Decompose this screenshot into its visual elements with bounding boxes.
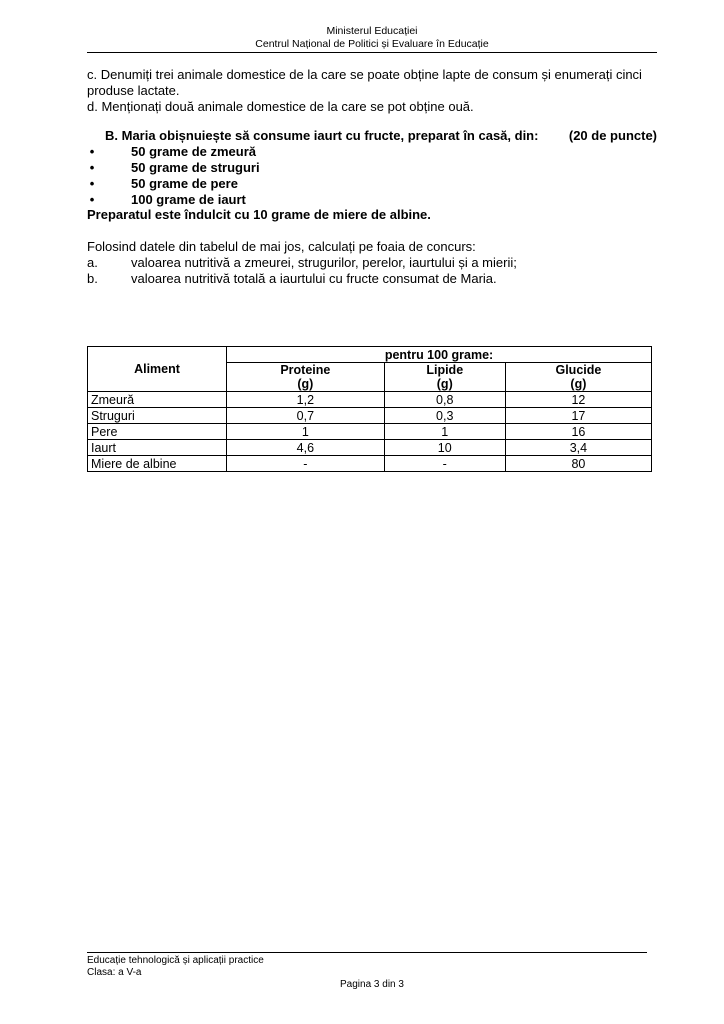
footer-info	[87, 955, 264, 979]
header-lipide-unit: (g)	[436, 377, 453, 391]
footer-divider	[87, 952, 647, 953]
cell-glucide: 16	[505, 424, 651, 440]
task-letter: b.	[87, 271, 98, 286]
table-header-row	[88, 347, 652, 363]
sweetener-note: Preparatul este îndulcit cu 10 grame de miere de albine.	[87, 207, 431, 222]
table-row	[88, 392, 652, 408]
question-d: d. Menționați două animale domestice de la care se pot obține ouă.	[87, 99, 474, 114]
cell-proteine: -	[227, 456, 385, 472]
header-proteine-label: Proteine	[280, 363, 331, 377]
cell-proteine: 4,6	[227, 440, 385, 456]
header-lipide	[384, 363, 505, 392]
question-c-line1: c. Denumiți trei animale domestice de la care se poate obține lapte de consum și enumerați cinci	[87, 67, 642, 82]
header-divider	[87, 52, 657, 53]
header-glucide-unit: (g)	[570, 377, 587, 391]
cell-proteine: 0,7	[227, 408, 385, 424]
header-per-100g: pentru 100 grame:	[227, 347, 652, 363]
cell-aliment: Zmeură	[88, 392, 227, 408]
cell-proteine: 1	[227, 424, 385, 440]
question-c	[87, 67, 657, 99]
ingredient-text: 50 grame de struguri	[131, 160, 260, 175]
cell-lipide: 1	[384, 424, 505, 440]
bullet-icon: •	[89, 144, 95, 159]
cell-lipide: 10	[384, 440, 505, 456]
page-number: Pagina 3 din 3	[340, 979, 404, 990]
cell-lipide: -	[384, 456, 505, 472]
table-row	[88, 456, 652, 472]
table-row	[88, 408, 652, 424]
ingredient-text: 50 grame de zmeură	[131, 144, 257, 159]
task-letter: a.	[87, 255, 98, 270]
section-b-heading	[87, 128, 657, 144]
header-aliment: Aliment	[88, 347, 227, 392]
cell-glucide: 12	[505, 392, 651, 408]
header-proteine-unit: (g)	[297, 377, 314, 391]
section-b-points: (20 de puncte)	[568, 128, 657, 143]
ingredient-text: 100 grame de iaurt	[131, 192, 246, 207]
header-proteine	[227, 363, 385, 392]
cell-glucide: 17	[505, 408, 651, 424]
header-lipide-label: Lipide	[426, 363, 464, 377]
header-center: Centrul Național de Politici și Evaluare în Educație	[255, 38, 489, 50]
instruction-text: Folosind datele din tabelul de mai jos, calculați pe foaia de concurs:	[87, 239, 476, 254]
cell-glucide: 80	[505, 456, 651, 472]
table-row	[88, 440, 652, 456]
cell-aliment: Miere de albine	[88, 456, 227, 472]
bullet-icon: •	[89, 192, 95, 207]
header-glucide-label: Glucide	[555, 363, 602, 377]
bullet-icon: •	[89, 176, 95, 191]
nutrition-table	[87, 346, 652, 472]
cell-glucide: 3,4	[505, 440, 651, 456]
cell-aliment: Iaurt	[88, 440, 227, 456]
cell-lipide: 0,8	[384, 392, 505, 408]
task-text: valoarea nutritivă a zmeurei, strugurilor, perelor, iaurtului și a mierii;	[131, 255, 517, 270]
footer-grade: Clasa: a V-a	[87, 967, 142, 978]
footer-subject: Educație tehnologică și aplicații practice	[87, 955, 264, 966]
header-glucide	[505, 363, 651, 392]
question-c-line2: produse lactate.	[87, 83, 180, 98]
header-ministry: Ministerul Educației	[326, 25, 418, 37]
page-header	[87, 25, 657, 51]
section-b-title: B. Maria obișnuiește să consume iaurt cu fructe, preparat în casă, din:	[105, 128, 539, 143]
ingredient-text: 50 grame de pere	[131, 176, 238, 191]
cell-aliment: Struguri	[88, 408, 227, 424]
cell-lipide: 0,3	[384, 408, 505, 424]
task-text: valoarea nutritivă totală a iaurtului cu fructe consumat de Maria.	[131, 271, 497, 286]
table-row	[88, 424, 652, 440]
cell-aliment: Pere	[88, 424, 227, 440]
cell-proteine: 1,2	[227, 392, 385, 408]
bullet-icon: •	[89, 160, 95, 175]
